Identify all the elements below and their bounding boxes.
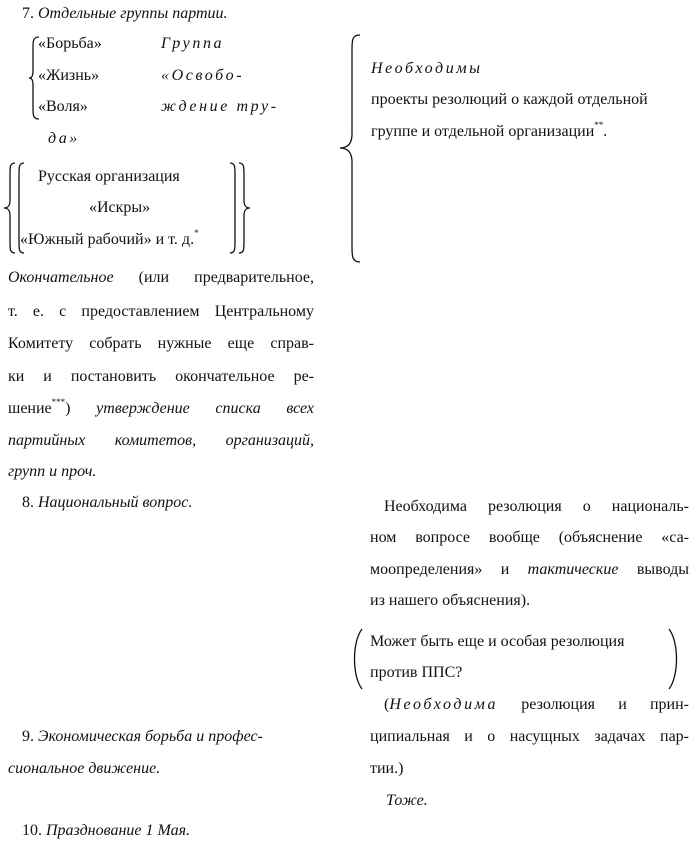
pps-line-2: против ППС?: [370, 664, 463, 681]
item-8-number: 8.: [22, 494, 34, 511]
iskra-right-brace: [228, 162, 254, 254]
item-8-right-line-3: моопределения» и тактические выводы: [370, 561, 690, 578]
item-9-also: Тоже.: [386, 792, 428, 809]
item-7-right-line-3: группе и отдельной организации**.: [371, 120, 608, 140]
footnote-mark-3: ***: [51, 397, 66, 407]
item-9-number: 9.: [22, 728, 34, 745]
group-zhizn: «Жизнь»: [38, 67, 100, 84]
para-line-5: шение***) утверждение списка всех: [8, 397, 315, 417]
iskra-line-3: «Южный рабочий» и т. д.*: [20, 228, 199, 248]
group-line-3: ждение тру-: [161, 98, 279, 115]
item-9-title-line-2: сиональное движение.: [8, 760, 161, 777]
item-8-right-line-1: Необходима резолюция о националь-: [384, 498, 689, 515]
pps-open-paren: [350, 628, 364, 690]
group-volya: «Воля»: [38, 98, 88, 115]
para-line-1: Окончательное (или предварительное,: [8, 269, 314, 286]
item-9-right-line-3: тии.): [370, 760, 404, 777]
item-7-number: 7.: [22, 5, 34, 22]
item-7-heading: [22, 4, 228, 24]
pps-line-1: Может быть еще и особая резолюция: [370, 633, 625, 650]
item-10-number: 10.: [22, 822, 42, 839]
item-9-heading: [22, 727, 263, 747]
iskra-line-2: «Искры»: [89, 199, 151, 216]
item-7-necessary: Необходимы: [371, 60, 483, 77]
item-7-right-line-2: проекты резолюций о каждой отдельной: [371, 91, 648, 108]
item-9-right-line-1: (Необходима резолюция и прин-: [384, 696, 690, 713]
footnote-mark-2: **: [594, 120, 604, 130]
group-line-1: Группа: [161, 35, 225, 52]
item-8-title: Национальный вопрос.: [38, 494, 193, 511]
para-line-4: ки и постановить окончательное ре-: [8, 368, 314, 385]
item-7-title: Отдельные группы партии.: [38, 5, 228, 22]
item-10-heading: [22, 821, 190, 841]
para-line-7: групп и проч.: [8, 463, 97, 480]
group-line-2: «Освобо-: [161, 67, 245, 84]
item-8-right-line-2: ном вопросе вообще (объяснение «са-: [370, 529, 689, 546]
item-8-heading: [22, 493, 192, 513]
item-7-big-brace: [338, 34, 364, 264]
group-borba: «Борьба»: [38, 35, 102, 52]
item-9-title-line-1: Экономическая борьба и профес-: [38, 728, 263, 745]
pps-close-paren: [667, 628, 681, 690]
para-line-6: партийных комитетов, организаций,: [8, 432, 314, 449]
footnote-mark-1: *: [194, 228, 199, 238]
item-9-right-line-2: ципиальная и о насущных задачах пар-: [370, 728, 689, 745]
item-10-title: Празднование 1 Мая.: [46, 822, 191, 839]
para-line-2: т. е. с предоставлением Центральному: [8, 303, 314, 320]
iskra-line-1: Русская организация: [38, 168, 180, 185]
group-line-4: да»: [48, 130, 80, 147]
item-8-right-line-4: из нашего объяснения).: [370, 592, 531, 609]
para-line-3: Комитету собрать нужные еще справ-: [8, 335, 314, 352]
